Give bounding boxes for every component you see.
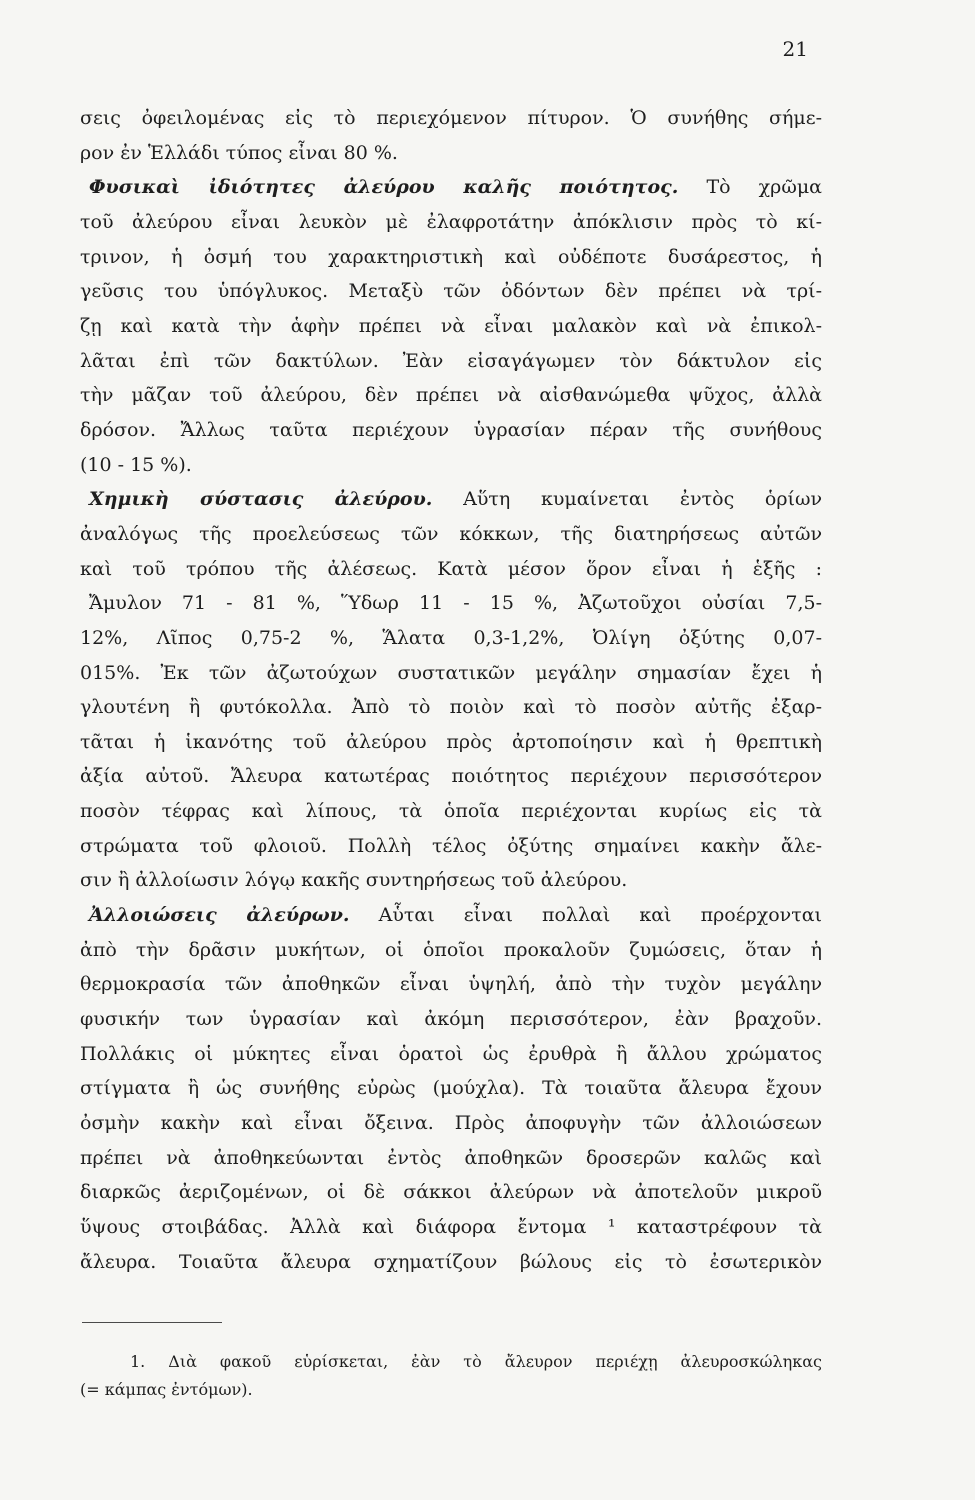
- text-line: [80, 794, 822, 829]
- line-text: Αὗται εἶναι πολλαὶ καὶ προέρχονται: [378, 904, 822, 927]
- line-text: γλουτένη ἢ φυτόκολλα. Ἀπὸ τὸ ποιὸν καὶ τὸ ποσὸν αὐτῆς ἐξαρ-: [80, 696, 822, 719]
- footnote: [80, 1348, 822, 1404]
- text-line: [80, 656, 822, 691]
- line-text: δρόσον. Ἄλλως ταῦτα περιέχουν ὑγρασίαν πέραν τῆς συνήθους: [80, 418, 822, 441]
- footnote-line: 1. Διὰ φακοῦ εὑρίσκεται, ἐὰν τὸ ἄλευρον περιέχῃ ἀλευροσκώληκας: [130, 1352, 822, 1371]
- footnote-line: (= κάμπας ἐντόμων).: [80, 1380, 253, 1399]
- line-text: στίγματα ἢ ὡς συνήθης εὐρὼς (μούχλα). Τὰ τοιαῦτα ἄλευρα ἔχουν: [80, 1077, 822, 1100]
- text-line: [80, 829, 822, 864]
- text-line: [80, 448, 822, 483]
- line-text: ἀξία αὐτοῦ. Ἄλευρα κατωτέρας ποιότητος περιέχουν περισσότερον: [80, 765, 822, 788]
- page-number: 21: [782, 37, 808, 61]
- text-line: [80, 344, 822, 379]
- text-line: [80, 1002, 822, 1037]
- text-line: [80, 552, 822, 587]
- line-text: Αὕτη κυμαίνεται ἐντὸς ὁρίων: [463, 488, 822, 511]
- line-text: ὕψους στοιβάδας. Ἀλλὰ καὶ διάφορα ἔντομα ¹ καταστρέφουν τὰ: [80, 1216, 822, 1238]
- text-line: [80, 967, 822, 1002]
- text-line: [80, 309, 822, 344]
- line-text: Ἄμυλον 71 - 81 %, Ὕδωρ 11 - 15 %, Ἀζωτοῦχοι οὐσίαι 7,5-: [89, 592, 822, 615]
- line-text: ρον ἐν Ἑλλάδι τύπος εἶναι 80 %.: [80, 141, 398, 164]
- line-text: διαρκῶς ἀεριζομένων, οἱ δὲ σάκκοι ἀλεύρων νὰ ἀποτελοῦν μικροῦ: [80, 1181, 822, 1204]
- text-line: [80, 690, 822, 725]
- text-line: [80, 101, 822, 136]
- line-text: ἀναλόγως τῆς προελεύσεως τῶν κόκκων, τῆς διατηρήσεως αὐτῶν: [80, 522, 822, 545]
- text-line: [80, 136, 822, 171]
- line-text: (10 - 15 %).: [80, 453, 192, 476]
- line-text: πρέπει νὰ ἀποθηκεύωνται ἐντὸς ἀποθηκῶν δροσερῶν καλῶς καὶ: [80, 1146, 822, 1169]
- line-text: τὴν μᾶζαν τοῦ ἀλεύρου, δὲν πρέπει νὰ αἰσθανώμεθα ψῦχος, ἀλλὰ: [80, 384, 822, 407]
- line-text: λᾶται ἐπὶ τῶν δακτύλων. Ἐὰν εἰσαγάγωμεν τὸν δάκτυλον εἰς: [80, 349, 822, 372]
- line-text: 015%. Ἐκ τῶν ἀζωτούχων συστατικῶν μεγάλην σημασίαν ἔχει ἡ: [80, 661, 822, 684]
- line-text: σεις ὀφειλομένας εἰς τὸ περιεχόμενον πίτυρον. Ὁ συνήθης σήμε-: [80, 107, 822, 129]
- text-line: [80, 933, 822, 968]
- section-heading: Ἀλλοιώσεις ἀλεύρων.: [89, 904, 350, 927]
- text-line: [80, 378, 822, 413]
- text-line: [80, 482, 822, 517]
- line-text: ζῃ καὶ κατὰ τὴν ἁφὴν πρέπει νὰ εἶναι μαλακὸν καὶ νὰ ἐπικολ-: [80, 314, 822, 337]
- text-line: [80, 1106, 822, 1141]
- line-text: 12%, Λῖπος 0,75-2 %, Ἅλατα 0,3-1,2%, Ὀλίγη ὀξύτης 0,07-: [80, 626, 822, 649]
- text-line: [80, 413, 822, 448]
- line-text: καὶ τοῦ τρόπου τῆς ἀλέσεως. Κατὰ μέσον ὅρον εἶναι ἡ ἑξῆς :: [80, 557, 822, 580]
- line-text: τρινον, ἡ ὀσμή του χαρακτηριστικὴ καὶ οὐδέποτε δυσάρεστος, ἡ: [80, 245, 822, 268]
- text-line: [80, 621, 822, 656]
- line-text: ἄλευρα. Τοιαῦτα ἄλευρα σχηματίζουν βώλους εἰς τὸ ἐσωτερικὸν: [80, 1250, 822, 1273]
- body-text: [80, 101, 822, 1279]
- line-text: Τὸ χρῶμα: [706, 176, 822, 199]
- line-text: ἀπὸ τὴν δρᾶσιν μυκήτων, οἱ ὁποῖοι προκαλοῦν ζυμώσεις, ὅταν ἡ: [80, 938, 822, 961]
- text-line: [80, 240, 822, 275]
- text-line: [80, 759, 822, 794]
- text-line: [80, 725, 822, 760]
- text-line: [80, 170, 822, 205]
- text-line: [80, 586, 822, 621]
- line-text: ποσὸν τέφρας καὶ λίπους, τὰ ὁποῖα περιέχονται κυρίως εἰς τὰ: [80, 800, 822, 823]
- text-line: [80, 1210, 822, 1245]
- section-heading: Φυσικαὶ ἰδιότητες ἀλεύρου καλῆς ποιότητος.: [89, 176, 679, 199]
- line-text: τᾶται ἡ ἱκανότης τοῦ ἀλεύρου πρὸς ἀρτοποίησιν καὶ ἡ θρεπτικὴ: [80, 730, 822, 753]
- text-line: [80, 1141, 822, 1176]
- line-text: φυσικήν των ὑγρασίαν καὶ ἀκόμη περισσότερον, ἐὰν βραχοῦν.: [80, 1008, 822, 1031]
- text-line: [80, 863, 822, 898]
- footnote-rule: [82, 1322, 222, 1323]
- text-line: [80, 898, 822, 933]
- line-text: τοῦ ἀλεύρου εἶναι λευκὸν μὲ ἐλαφροτάτην ἀπόκλισιν πρὸς τὸ κί-: [80, 210, 822, 233]
- text-line: [80, 517, 822, 552]
- line-text: θερμοκρασία τῶν ἀποθηκῶν εἶναι ὑψηλή, ἀπὸ τὴν τυχὸν μεγάλην: [80, 973, 822, 996]
- text-line: [80, 1245, 822, 1280]
- section-heading: Χημικὴ σύστασις ἀλεύρου.: [89, 488, 433, 511]
- line-text: στρώματα τοῦ φλοιοῦ. Πολλὴ τέλος ὀξύτης σημαίνει κακὴν ἄλε-: [80, 834, 822, 857]
- text-line: [80, 1037, 822, 1072]
- line-text: Πολλάκις οἱ μύκητες εἶναι ὁρατοὶ ὡς ἐρυθρὰ ἢ ἄλλου χρώματος: [80, 1042, 822, 1065]
- text-line: [80, 205, 822, 240]
- text-line: [80, 1175, 822, 1210]
- text-line: [80, 1071, 822, 1106]
- line-text: ὀσμὴν κακὴν καὶ εἶναι ὄξεινα. Πρὸς ἀποφυγὴν τῶν ἀλλοιώσεων: [80, 1112, 822, 1135]
- line-text: σιν ἢ ἀλλοίωσιν λόγῳ κακῆς συντηρήσεως τοῦ ἀλεύρου.: [80, 869, 628, 892]
- text-line: [80, 274, 822, 309]
- line-text: γεῦσις του ὑπόγλυκος. Μεταξὺ τῶν ὀδόντων δὲν πρέπει νὰ τρί-: [80, 280, 822, 303]
